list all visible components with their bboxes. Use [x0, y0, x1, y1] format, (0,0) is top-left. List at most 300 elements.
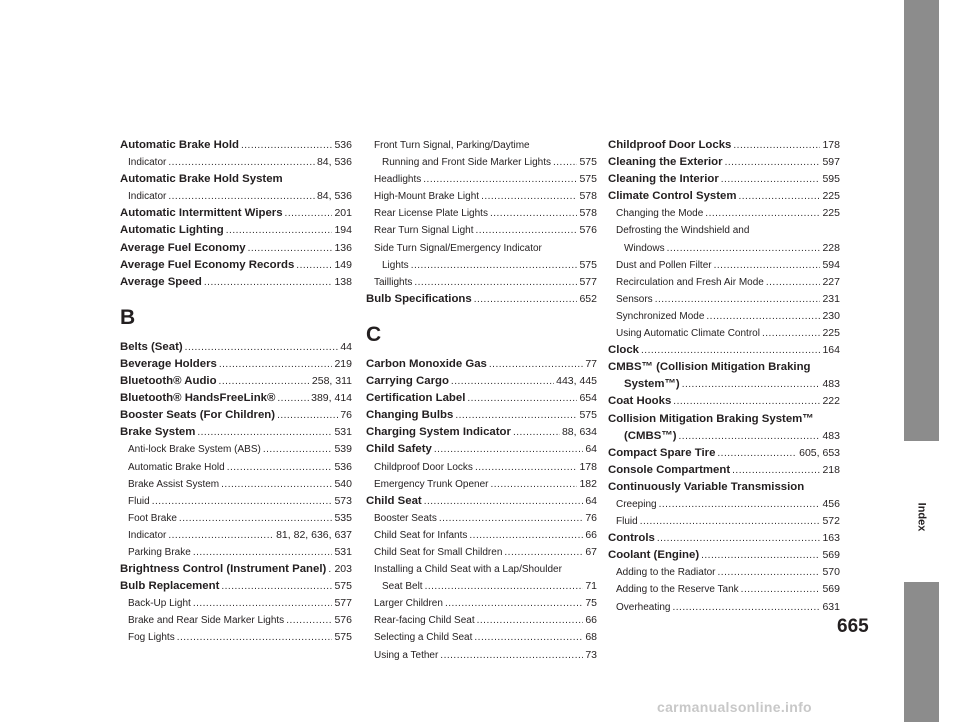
index-entry[interactable] — [120, 578, 352, 595]
index-entry[interactable] — [366, 356, 597, 373]
index-entry-page[interactable]: 77 — [585, 357, 597, 370]
index-entry[interactable] — [120, 459, 352, 476]
index-entry-page[interactable]: 225 — [822, 190, 840, 203]
leader-dots — [277, 407, 338, 424]
index-column-3 — [608, 137, 840, 616]
leader-dots — [414, 274, 577, 291]
index-entry[interactable] — [120, 171, 352, 188]
index-entry[interactable] — [608, 513, 840, 530]
index-entry-term: Automatic Intermittent Wipers — [120, 207, 283, 220]
index-entry-term: Larger Children — [374, 598, 443, 610]
index-entry[interactable] — [120, 407, 352, 424]
leader-dots — [490, 205, 578, 222]
index-entry-page[interactable]: 605, 653 — [799, 446, 840, 459]
leader-dots — [673, 393, 820, 410]
leader-dots — [328, 561, 332, 578]
leader-dots — [706, 308, 820, 325]
index-entry-page[interactable]: 178 — [579, 460, 597, 473]
index-entry-term: Collision Mitigation Braking System™ — [608, 412, 814, 425]
index-entry[interactable] — [366, 188, 597, 205]
index-entry[interactable] — [120, 240, 352, 257]
index-entry-page[interactable]: 163 — [822, 532, 840, 545]
watermark: carmanualsonline.info — [657, 699, 812, 715]
index-entry-page[interactable]: 443, 445 — [556, 375, 597, 388]
index-entry[interactable] — [366, 274, 597, 291]
index-entry[interactable] — [608, 137, 840, 154]
index-entry-term: Creeping — [616, 498, 657, 510]
section-label: Index — [915, 502, 928, 532]
index-entry[interactable] — [608, 308, 840, 325]
index-entry[interactable] — [366, 390, 597, 407]
index-entry-term: Belts (Seat) — [120, 340, 183, 353]
index-entry[interactable] — [120, 257, 352, 274]
index-entry[interactable] — [366, 544, 597, 561]
leader-dots — [476, 222, 578, 239]
index-entry-term: Bulb Specifications — [366, 292, 472, 305]
index-entry-page[interactable]: 595 — [822, 173, 840, 186]
index-entry[interactable] — [120, 222, 352, 239]
leader-dots — [725, 154, 821, 171]
index-entry[interactable] — [608, 581, 840, 598]
index-entry-page[interactable]: 575 — [579, 173, 597, 186]
index-entry-page[interactable]: 88, 634 — [561, 426, 597, 439]
leader-dots — [741, 581, 821, 598]
index-entry[interactable] — [120, 612, 352, 629]
leader-dots — [177, 629, 333, 646]
index-entry-term: Indicator — [128, 157, 167, 169]
index-entry-page[interactable]: 652 — [579, 292, 597, 305]
index-entry-term: Rear Turn Signal Light — [374, 225, 474, 237]
index-entry[interactable] — [608, 496, 840, 513]
index-entry-page[interactable]: 66 — [585, 528, 597, 541]
leader-dots — [640, 513, 821, 530]
index-entry-term: Seat Belt — [382, 581, 423, 593]
leader-dots — [263, 441, 333, 458]
index-entry-page[interactable]: 535 — [334, 511, 352, 524]
index-entry-page[interactable]: 71 — [585, 580, 597, 593]
index-entry-term: Console Compartment — [608, 463, 731, 476]
index-entry-term: Charging System Indicator — [366, 426, 511, 439]
index-entry-term: Indicator — [128, 191, 167, 203]
index-entry[interactable] — [366, 222, 597, 239]
index-entry[interactable] — [608, 154, 840, 171]
index-entry[interactable] — [366, 154, 597, 171]
leader-dots — [474, 291, 578, 308]
leader-dots — [679, 428, 821, 445]
index-entry-page[interactable]: 64 — [585, 494, 597, 507]
index-entry[interactable] — [120, 205, 352, 222]
leader-dots — [732, 462, 820, 479]
index-entry-term: Beverage Holders — [120, 357, 217, 370]
index-entry-term: Automatic Lighting — [120, 224, 224, 237]
index-entry[interactable] — [608, 205, 840, 222]
leader-dots — [197, 424, 332, 441]
index-entry-term: Average Fuel Economy — [120, 241, 246, 254]
leader-dots — [219, 373, 310, 390]
index-entry-page[interactable]: 67 — [585, 545, 597, 558]
index-entry-term: Fluid — [616, 516, 638, 528]
index-entry-page[interactable]: 258, 311 — [311, 375, 352, 388]
index-entry-page[interactable]: 536 — [334, 460, 352, 473]
index-entry-term: Controls — [608, 532, 655, 545]
index-entry[interactable] — [608, 222, 840, 239]
leader-dots — [641, 342, 820, 359]
index-entry-term: Rear-facing Child Seat — [374, 615, 475, 627]
index-entry-term: Back-Up Light — [128, 598, 191, 610]
index-entry-term: Rear License Plate Lights — [374, 208, 488, 220]
index-entry-page[interactable]: 178 — [822, 139, 840, 151]
leader-dots — [766, 274, 821, 291]
leader-dots — [489, 356, 583, 373]
index-entry-page[interactable]: 164 — [822, 344, 840, 357]
index-entry[interactable] — [366, 205, 597, 222]
index-entry-page[interactable]: 575 — [334, 631, 352, 644]
index-entry-page[interactable]: 594 — [822, 258, 840, 271]
page-number: 665 — [837, 616, 869, 637]
leader-dots — [285, 205, 333, 222]
index-entry-page[interactable]: 569 — [822, 583, 840, 596]
index-entry-page[interactable]: 631 — [822, 600, 840, 613]
index-entry[interactable] — [120, 510, 352, 527]
index-entry-page[interactable]: 84, 536 — [316, 156, 352, 169]
index-entry-term: Cleaning the Interior — [608, 173, 719, 186]
leader-dots — [179, 510, 333, 527]
index-entry-page[interactable]: 578 — [579, 207, 597, 220]
index-entry-page[interactable]: 219 — [334, 357, 352, 370]
index-entry-term: Parking Brake — [128, 546, 191, 558]
index-entry-term: Clock — [608, 344, 640, 357]
index-entry-term: Bluetooth® HandsFreeLink® — [120, 392, 276, 405]
index-entry-term: Overheating — [616, 601, 671, 613]
index-entry[interactable] — [608, 342, 840, 359]
index-entry[interactable] — [366, 137, 597, 154]
leader-dots — [733, 137, 820, 154]
leader-dots — [667, 240, 821, 257]
leader-dots — [227, 459, 333, 476]
index-entry[interactable] — [608, 171, 840, 188]
index-entry-page[interactable]: 84, 536 — [316, 190, 352, 203]
index-entry-page[interactable]: 531 — [334, 426, 352, 439]
index-entry-page[interactable]: 576 — [334, 614, 352, 627]
leader-dots — [424, 493, 584, 510]
section-letter-b: B — [120, 305, 136, 329]
index-entry-term: Compact Spare Tire — [608, 446, 716, 459]
side-tab-bar-bottom — [904, 582, 939, 722]
index-entry-page[interactable]: 136 — [334, 241, 352, 254]
side-tab-bar-top — [904, 0, 939, 441]
index-entry[interactable] — [608, 325, 840, 342]
index-entry-term: Using Automatic Climate Control — [616, 328, 760, 340]
index-entry[interactable] — [366, 595, 597, 612]
index-entry-term: Automatic Brake Hold — [120, 139, 239, 151]
index-entry-term: Defrosting the Windshield and — [616, 225, 750, 237]
leader-dots — [193, 595, 333, 612]
index-entry[interactable] — [366, 291, 597, 308]
index-entry-term: Synchronized Mode — [616, 310, 705, 322]
index-entry-term: Foot Brake — [128, 512, 177, 524]
index-entry-page[interactable]: 572 — [822, 515, 840, 528]
index-entry[interactable] — [366, 612, 597, 629]
leader-dots — [481, 188, 577, 205]
index-entry-page[interactable]: 194 — [334, 224, 352, 237]
index-entry-term: Headlights — [374, 174, 422, 186]
index-entry-term: Child Safety — [366, 443, 432, 456]
index-entry-page[interactable]: 228 — [822, 241, 840, 254]
index-entry-page[interactable]: 201 — [334, 207, 352, 220]
leader-dots — [717, 445, 797, 462]
leader-dots — [705, 205, 820, 222]
index-entry[interactable] — [366, 441, 597, 458]
section-letter-c: C — [366, 322, 382, 346]
index-entry-page[interactable]: 575 — [579, 258, 597, 271]
index-entry[interactable] — [608, 393, 840, 410]
leader-dots — [467, 390, 577, 407]
leader-dots — [657, 530, 821, 547]
index-entry-page[interactable]: 81, 82, 636, 637 — [276, 528, 352, 541]
index-entry-term: Continuously Variable Transmission — [608, 480, 805, 493]
leader-dots — [168, 188, 315, 205]
index-entry[interactable] — [366, 407, 597, 424]
index-entry-term: Cleaning the Exterior — [608, 156, 723, 169]
leader-dots — [221, 476, 332, 493]
index-entry[interactable] — [120, 356, 352, 373]
index-entry-term: Certification Label — [366, 392, 466, 405]
index-entry[interactable] — [608, 547, 840, 564]
index-entry[interactable] — [366, 510, 597, 527]
index-entry[interactable] — [608, 564, 840, 581]
index-entry-term: Brightness Control (Instrument Panel) — [120, 563, 327, 576]
index-entry-term: Coolant (Engine) — [608, 549, 700, 562]
index-entry[interactable] — [608, 376, 840, 393]
index-entry-term: Child Seat for Infants — [374, 529, 468, 541]
index-entry[interactable] — [608, 445, 840, 462]
index-entry-page[interactable]: 218 — [822, 463, 840, 476]
leader-dots — [185, 339, 339, 356]
index-entry-term: Booster Seats — [374, 512, 437, 524]
index-entry[interactable] — [366, 629, 597, 646]
index-entry[interactable] — [366, 240, 597, 257]
index-entry-term: Carrying Cargo — [366, 375, 449, 388]
index-column-2 — [366, 137, 597, 664]
index-entry-page[interactable]: 483 — [822, 378, 840, 391]
index-entry-term: Coat Hooks — [608, 395, 672, 408]
index-entry-term: Automatic Brake Hold System — [120, 173, 283, 186]
index-entry[interactable] — [366, 424, 597, 441]
index-entry[interactable] — [120, 544, 352, 561]
leader-dots — [219, 356, 333, 373]
index-entry-page[interactable]: 576 — [579, 224, 597, 237]
index-entry[interactable] — [120, 373, 352, 390]
index-entry-term: Childproof Door Locks — [374, 461, 473, 473]
index-entry-term: Brake System — [120, 426, 196, 439]
index-entry-page[interactable]: 575 — [579, 156, 597, 169]
index-entry-page[interactable]: 483 — [822, 429, 840, 442]
index-entry-page[interactable]: 389, 414 — [311, 392, 352, 405]
leader-dots — [504, 544, 583, 561]
index-entry-page[interactable]: 531 — [334, 545, 352, 558]
index-entry[interactable] — [366, 527, 597, 544]
index-entry-page[interactable]: 76 — [585, 511, 597, 524]
index-entry-term: Climate Control System — [608, 190, 737, 203]
leader-dots — [248, 240, 333, 257]
index-entry-page[interactable]: 569 — [822, 549, 840, 562]
index-entry-term: Average Fuel Economy Records — [120, 258, 295, 271]
leader-dots — [152, 493, 333, 510]
index-entry[interactable] — [120, 154, 352, 171]
index-entry-term: Windows — [624, 242, 665, 254]
index-entry[interactable] — [366, 578, 597, 595]
index-entry-term: Dust and Pollen Filter — [616, 259, 712, 271]
index-entry[interactable] — [366, 257, 597, 274]
index-entry[interactable] — [366, 476, 597, 493]
index-entry[interactable] — [608, 411, 840, 428]
index-entry-page[interactable]: 575 — [334, 580, 352, 593]
leader-dots — [714, 257, 821, 274]
index-entry-page[interactable]: 149 — [334, 258, 352, 271]
index-entry-term: Changing the Mode — [616, 208, 704, 220]
index-entry-term: Installing a Child Seat with a Lap/Shoulder — [374, 564, 562, 576]
index-entry[interactable] — [120, 441, 352, 458]
index-entry-page[interactable]: 68 — [585, 631, 597, 644]
index-entry[interactable] — [366, 561, 597, 578]
leader-dots — [286, 612, 332, 629]
index-entry-page[interactable]: 573 — [334, 494, 352, 507]
index-entry-page[interactable]: 222 — [822, 395, 840, 408]
index-entry-term: Bluetooth® Audio — [120, 375, 217, 388]
index-entry-term: Changing Bulbs — [366, 409, 454, 422]
index-entry[interactable] — [366, 373, 597, 390]
index-entry[interactable] — [120, 476, 352, 493]
index-entry-term: Anti-lock Brake System (ABS) — [128, 444, 261, 456]
index-entry[interactable] — [120, 561, 352, 578]
index-entry-term: Booster Seats (For Children) — [120, 409, 276, 422]
index-entry-page[interactable]: 76 — [340, 409, 352, 422]
index-entry-term: Using a Tether — [374, 649, 439, 661]
index-entry-page[interactable]: 540 — [334, 477, 352, 490]
index-entry-page[interactable]: 75 — [585, 597, 597, 610]
index-entry-term: Lights — [382, 259, 409, 271]
index-entry[interactable] — [608, 479, 840, 496]
leader-dots — [221, 578, 332, 595]
leader-dots — [423, 171, 577, 188]
index-entry-page[interactable]: 231 — [822, 292, 840, 305]
index-entry[interactable] — [608, 462, 840, 479]
index-entry-page[interactable]: 577 — [579, 275, 597, 288]
leader-dots — [718, 564, 821, 581]
index-entry-term: Adding to the Radiator — [616, 567, 716, 579]
leader-dots — [434, 441, 583, 458]
leader-dots — [701, 547, 820, 564]
index-entry[interactable] — [608, 530, 840, 547]
leader-dots — [445, 595, 583, 612]
leader-dots — [475, 459, 578, 476]
leader-dots — [513, 424, 560, 441]
leader-dots — [193, 544, 333, 561]
index-entry-page[interactable]: 225 — [822, 327, 840, 340]
index-entry[interactable] — [608, 599, 840, 616]
leader-dots — [469, 527, 583, 544]
index-entry-term: Bulb Replacement — [120, 580, 220, 593]
index-entry-term: Selecting a Child Seat — [374, 632, 473, 644]
index-entry-term: Fluid — [128, 495, 150, 507]
leader-dots — [553, 154, 577, 171]
index-entry-term: (CMBS™) — [624, 429, 677, 442]
leader-dots — [659, 496, 821, 513]
index-entry-page[interactable]: 539 — [334, 443, 352, 456]
index-entry-page[interactable]: 227 — [822, 275, 840, 288]
index-entry[interactable] — [120, 390, 352, 407]
index-entry-page[interactable]: 597 — [822, 156, 840, 169]
leader-dots — [226, 222, 333, 239]
leader-dots — [762, 325, 821, 342]
index-entry[interactable] — [366, 171, 597, 188]
index-entry[interactable] — [120, 188, 352, 205]
index-entry[interactable] — [608, 359, 840, 376]
index-entry[interactable] — [120, 424, 352, 441]
index-entry[interactable] — [120, 493, 352, 510]
index-entry-page[interactable]: 225 — [822, 207, 840, 220]
index-entry[interactable] — [366, 459, 597, 476]
index-entry-term: Taillights — [374, 276, 413, 288]
index-entry[interactable] — [120, 339, 352, 356]
index-entry-page[interactable]: 536 — [334, 139, 352, 151]
index-entry[interactable] — [608, 240, 840, 257]
index-entry[interactable] — [120, 527, 352, 544]
index-entry[interactable] — [120, 137, 352, 154]
leader-dots — [168, 527, 274, 544]
index-entry-page[interactable]: 230 — [822, 309, 840, 322]
index-entry-term: Childproof Door Locks — [608, 139, 732, 151]
index-entry-term: Carbon Monoxide Gas — [366, 357, 487, 370]
index-entry[interactable] — [120, 595, 352, 612]
index-entry-term: Automatic Brake Hold — [128, 461, 225, 473]
index-entry-page[interactable]: 577 — [334, 597, 352, 610]
index-entry[interactable] — [366, 647, 597, 664]
index-entry-term: Recirculation and Fresh Air Mode — [616, 276, 764, 288]
leader-dots — [477, 612, 584, 629]
index-entry-term: Fog Lights — [128, 632, 175, 644]
index-entry-page[interactable]: 575 — [579, 409, 597, 422]
index-entry[interactable] — [608, 188, 840, 205]
index-entry[interactable] — [608, 257, 840, 274]
index-entry-page[interactable]: 44 — [340, 340, 352, 353]
index-entry-page[interactable]: 73 — [585, 648, 597, 661]
leader-dots — [682, 376, 821, 393]
leader-dots — [296, 257, 332, 274]
index-entry-term: Front Turn Signal, Parking/Daytime — [374, 140, 530, 151]
index-entry[interactable] — [608, 274, 840, 291]
index-entry-page[interactable]: 456 — [822, 497, 840, 510]
index-entry[interactable] — [608, 428, 840, 445]
index-entry[interactable] — [366, 493, 597, 510]
leader-dots — [474, 629, 583, 646]
index-entry-page[interactable]: 64 — [585, 443, 597, 456]
leader-dots — [425, 578, 584, 595]
index-entry-page[interactable]: 138 — [334, 275, 352, 288]
index-entry-page[interactable]: 203 — [334, 563, 352, 576]
index-entry-page[interactable]: 570 — [822, 566, 840, 579]
index-entry-page[interactable]: 66 — [585, 614, 597, 627]
index-entry-page[interactable]: 578 — [579, 190, 597, 203]
index-entry-term: CMBS™ (Collision Mitigation Braking — [608, 361, 811, 374]
index-entry[interactable] — [120, 629, 352, 646]
index-entry-term: Sensors — [616, 293, 653, 305]
index-entry-page[interactable]: 182 — [579, 477, 597, 490]
index-entry[interactable] — [608, 291, 840, 308]
index-entry-page[interactable]: 654 — [579, 392, 597, 405]
leader-dots — [411, 257, 578, 274]
index-entry[interactable] — [120, 274, 352, 291]
